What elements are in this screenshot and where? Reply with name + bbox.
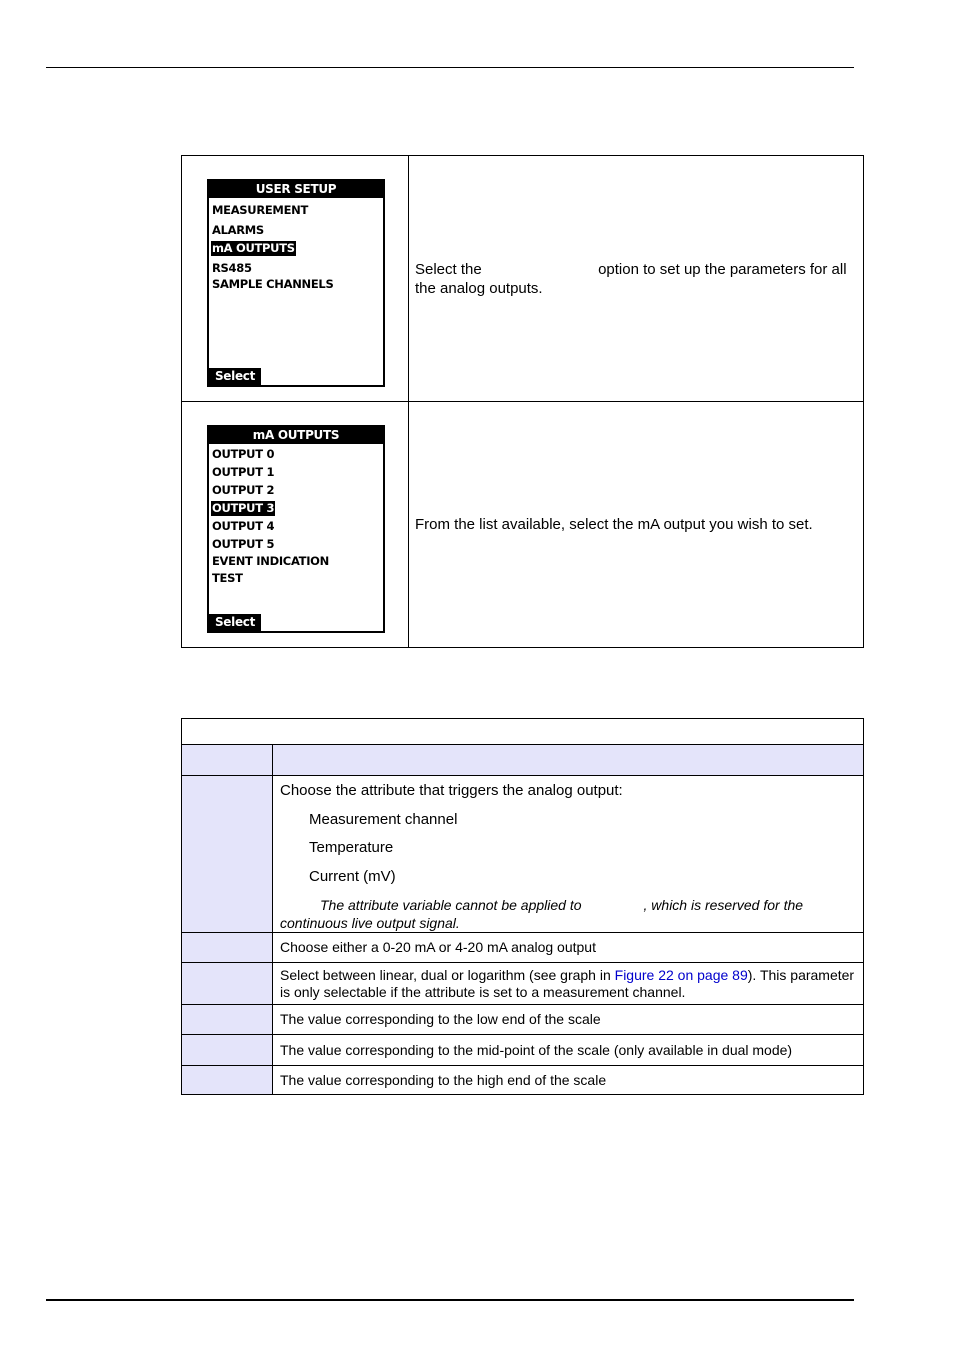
menu-item-output-1[interactable]: OUTPUT 1 [212,465,275,479]
menu-item-rs485[interactable]: RS485 [212,261,252,275]
table-header-row [182,745,863,776]
screen-cell [182,402,409,647]
menu-item-event-indication[interactable]: EVENT INDICATION [212,554,329,568]
menu-item-ma-outputs[interactable]: mA OUTPUTS [212,241,295,255]
option-cell [182,933,273,962]
attribute-note [280,896,850,932]
note-text-start: The attribute variable cannot be applied to [320,897,582,913]
menu-item-output-0[interactable]: OUTPUT 0 [212,447,275,461]
menu-item-output-5[interactable]: OUTPUT 5 [212,537,275,551]
menu-item-measurement[interactable]: MEASUREMENT [212,203,308,217]
procedure-table [181,155,864,648]
table-row [182,963,863,1005]
instruction-text-start: Select the [415,260,482,278]
select-softkey[interactable]: Select [209,614,261,631]
attribute-option: Temperature [309,839,394,856]
ma-outputs-screen [207,425,385,633]
header-option-cell [182,745,273,775]
attribute-option: Current (mV) [309,868,396,885]
description-cell [273,933,863,962]
attribute-lead: Choose the attribute that triggers the analog output: [280,782,623,799]
header-rule [46,67,854,68]
description-cell [273,963,863,1004]
table-row [182,933,863,963]
row-text: Choose either a 0-20 mA or 4-20 mA analog output [280,939,596,955]
row-text: The value corresponding to the mid-point of the scale (only available in dual mode) [280,1041,793,1058]
option-cell [182,776,273,932]
table-row-attribute [182,776,863,933]
row-text: ). This parameter is only selectable if the attribute is set to a measurement channel. [280,966,855,1000]
table-row [182,1066,863,1094]
header-description-cell [273,745,863,775]
option-cell [182,1066,273,1094]
description-cell [273,776,863,932]
screen-title: mA OUTPUTS [209,427,383,444]
screen-cell [182,156,409,401]
footer-rule [46,1299,854,1301]
note-text-end: , which is reserved for the continuous live output signal. [280,897,804,931]
procedure-step-2 [182,402,863,647]
menu-item-output-2[interactable]: OUTPUT 2 [212,483,275,497]
row-text: The value corresponding to the low end of the scale [280,1011,601,1027]
description-cell [273,1035,863,1065]
description-cell [273,1066,863,1094]
step-instruction [409,402,863,647]
option-cell [182,963,273,1004]
description-cell [273,1005,863,1034]
menu-item-sample-channels[interactable]: SAMPLE CHANNELS [212,277,334,291]
option-cell [182,1005,273,1034]
step-instruction [409,156,863,401]
row-text: Select between linear, dual or logarithm (see graph in [280,966,615,983]
instruction-text: From the list available, select the mA output you wish to set. [415,516,813,533]
screen-title: USER SETUP [209,181,383,198]
table-caption-row [182,719,863,745]
figure-link[interactable]: Figure 22 on page 89 [614,966,748,983]
user-setup-screen [207,179,385,387]
procedure-step-1 [182,156,863,402]
menu-item-output-3[interactable]: OUTPUT 3 [212,501,275,515]
menu-item-output-4[interactable]: OUTPUT 4 [212,519,275,533]
menu-item-test[interactable]: TEST [212,571,243,585]
table-row [182,1005,863,1035]
instruction-text-end: option to set up the parameters for all the analog outputs. [415,260,847,297]
option-cell [182,1035,273,1065]
attribute-option: Measurement channel [309,811,458,828]
menu-item-alarms[interactable]: ALARMS [212,223,264,237]
table-row [182,1035,863,1066]
parameter-table [181,718,864,1095]
row-text: The value corresponding to the high end of the scale [280,1071,607,1088]
select-softkey[interactable]: Select [209,368,261,385]
